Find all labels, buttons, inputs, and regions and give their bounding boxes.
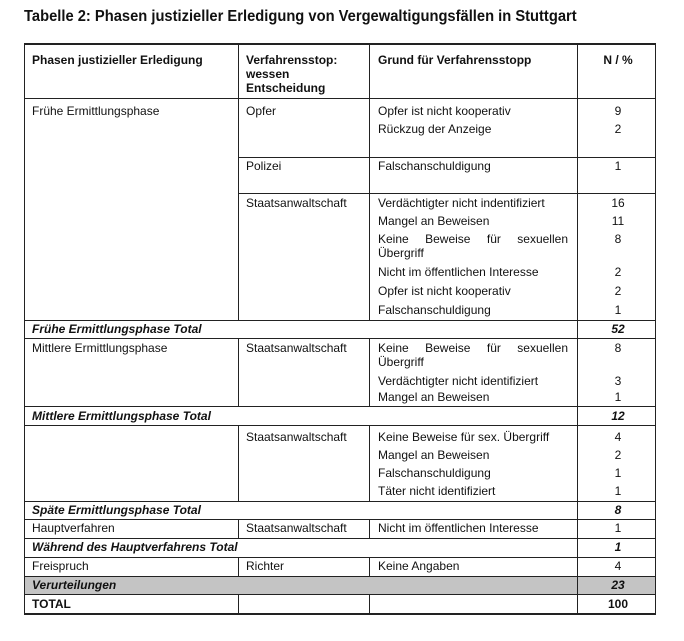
decision-label: Staatsanwaltschaft — [246, 521, 347, 535]
table-top-rule — [24, 43, 656, 45]
count-value: 1 — [614, 303, 622, 317]
count-value: 9 — [614, 104, 622, 118]
reason-label: Falschanschuldigung — [378, 303, 491, 317]
reason-label: Keine Beweise für sexuellen Übergriff — [378, 341, 568, 369]
subtotal-label: Mittlere Ermittlungsphase Total — [32, 409, 211, 423]
col-rule — [238, 338, 239, 406]
col-rule — [238, 594, 239, 613]
rule — [24, 557, 656, 558]
col-rule — [238, 425, 239, 501]
subtotal-value: 1 — [614, 540, 622, 554]
rule — [24, 406, 656, 407]
count-value: 1 — [614, 521, 622, 535]
col-rule — [369, 557, 370, 576]
verurteilungen-shade — [24, 576, 656, 594]
rule — [24, 538, 656, 539]
col-rule — [369, 594, 370, 613]
rule — [24, 576, 656, 577]
count-value: 8 — [614, 341, 622, 355]
rule — [24, 501, 656, 502]
col-rule — [369, 338, 370, 406]
count-value: 4 — [614, 430, 622, 444]
reason-label: Nicht im öffentlichen Interesse — [378, 521, 539, 535]
count-value: 11 — [611, 214, 625, 228]
decision-label: Polizei — [246, 159, 282, 173]
subtotal-label: Frühe Ermittlungsphase Total — [32, 322, 202, 336]
subtotal-value: 12 — [611, 409, 625, 423]
rule — [24, 519, 656, 520]
rule — [24, 320, 656, 321]
convictions-value: 23 — [611, 578, 625, 592]
phase-label: Freispruch — [32, 559, 89, 573]
count-value: 1 — [614, 159, 622, 173]
subtotal-value: 8 — [614, 503, 622, 517]
header-rule — [24, 98, 656, 99]
data-table — [24, 43, 656, 615]
convictions-label: Verurteilungen — [32, 578, 117, 592]
reason-label: Täter nicht identifiziert — [378, 484, 496, 498]
page-title: Tabelle 2: Phasen justizieller Erledigung von Vergewaltigungsfällen in Stuttgart — [24, 8, 577, 25]
decision-label: Opfer — [246, 104, 277, 118]
col-rule — [369, 425, 370, 501]
col-rule — [238, 557, 239, 576]
col-rule — [238, 519, 239, 538]
reason-label: Nicht im öffentlichen Interesse — [378, 265, 539, 279]
count-value: 16 — [611, 196, 625, 210]
reason-label: Verdächtigter nicht identifiziert — [378, 374, 539, 388]
count-value: 1 — [614, 466, 622, 480]
table-bottom-rule — [24, 613, 656, 615]
reason-label: Opfer ist nicht kooperativ — [378, 104, 511, 118]
count-value: 2 — [614, 448, 622, 462]
header-phase: Phasen justizieller Erledigung — [32, 53, 203, 67]
rule — [238, 157, 656, 158]
reason-label: Keine Angaben — [378, 559, 460, 573]
decision-label: Staatsanwaltschaft — [246, 196, 347, 210]
header-reason: Grund für Verfahrensstopp — [378, 53, 532, 67]
count-value: 2 — [614, 122, 622, 136]
decision-label: Staatsanwaltschaft — [246, 341, 347, 355]
rule — [24, 594, 656, 595]
col-rule — [369, 519, 370, 538]
reason-label: Verdächtigter nicht indentifiziert — [378, 196, 545, 210]
reason-label: Rückzug der Anzeige — [378, 122, 492, 136]
phase-label: Frühe Ermittlungsphase — [32, 104, 160, 118]
reason-label: Opfer ist nicht kooperativ — [378, 284, 511, 298]
col-rule — [238, 43, 239, 320]
grand-total-label: TOTAL — [32, 597, 71, 611]
count-value: 2 — [614, 265, 622, 279]
rule — [24, 338, 656, 339]
rule — [238, 193, 656, 194]
count-value: 2 — [614, 284, 622, 298]
reason-label: Mangel an Beweisen — [378, 214, 490, 228]
decision-label: Staatsanwaltschaft — [246, 430, 347, 444]
col-rule — [369, 43, 370, 320]
phase-label: Hauptverfahren — [32, 521, 115, 535]
count-value: 8 — [614, 232, 622, 246]
header-decision: Verfahrensstop: wessen Entscheidung — [246, 53, 338, 95]
phase-label: Mittlere Ermittlungsphase — [32, 341, 168, 355]
reason-label: Falschanschuldigung — [378, 159, 491, 173]
subtotal-label: Späte Ermittlungsphase Total — [32, 503, 201, 517]
count-value: 4 — [614, 559, 622, 573]
rule — [24, 425, 656, 426]
count-value: 3 — [614, 374, 622, 388]
grand-total-value: 100 — [607, 597, 629, 611]
count-value: 1 — [614, 390, 622, 404]
reason-label: Mangel an Beweisen — [378, 390, 490, 404]
decision-label: Richter — [246, 559, 285, 573]
count-value: 1 — [614, 484, 622, 498]
subtotal-value: 52 — [611, 322, 625, 336]
reason-label: Keine Beweise für sex. Übergriff — [378, 430, 550, 444]
reason-label: Mangel an Beweisen — [378, 448, 490, 462]
subtotal-label: Während des Hauptverfahrens Total — [32, 540, 238, 554]
reason-label: Falschanschuldigung — [378, 466, 491, 480]
header-count: N / % — [603, 53, 633, 67]
col-rule — [24, 43, 25, 615]
reason-label: Keine Beweise für sexuellen Übergriff — [378, 232, 568, 260]
